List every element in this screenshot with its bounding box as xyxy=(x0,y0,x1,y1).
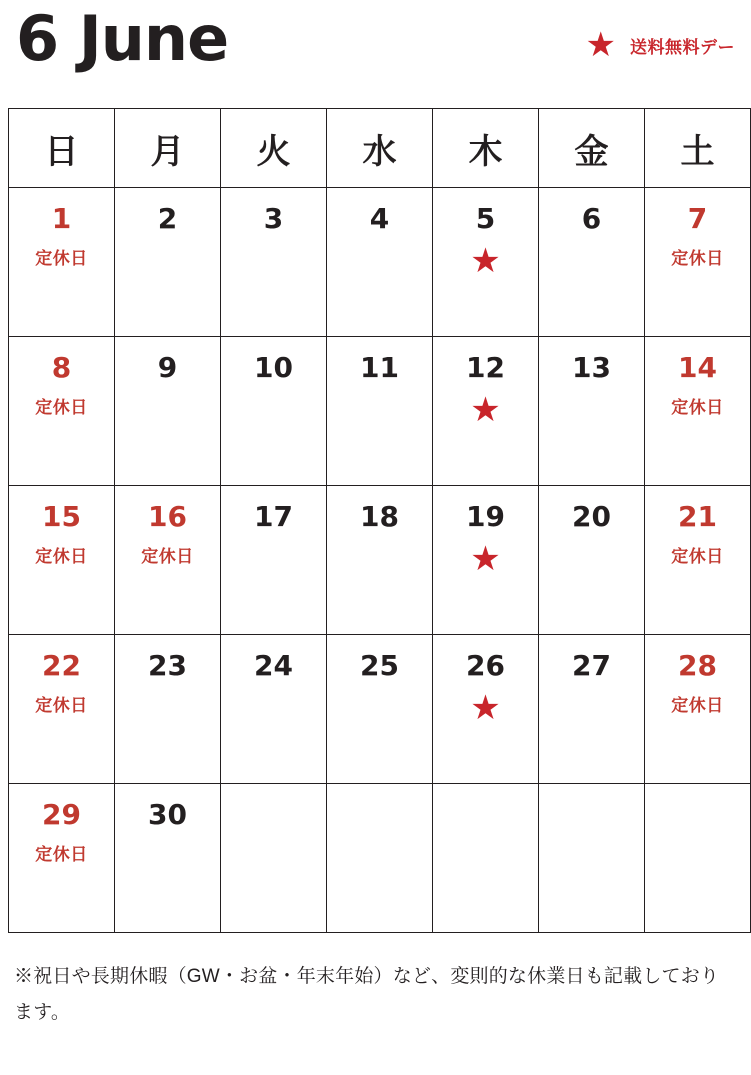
day-number: 29 xyxy=(42,798,81,831)
day-number: 18 xyxy=(360,500,399,533)
calendar-day-cell[interactable] xyxy=(221,486,327,635)
calendar-day-cell[interactable] xyxy=(9,486,115,635)
day-number: 15 xyxy=(42,500,81,533)
calendar-day-cell[interactable] xyxy=(539,635,645,784)
day-number: 13 xyxy=(572,351,611,384)
day-number: 19 xyxy=(466,500,505,533)
calendar-cell-content xyxy=(645,486,750,634)
day-number: 10 xyxy=(254,351,293,384)
calendar-day-cell[interactable] xyxy=(115,784,221,933)
calendar-cell-empty xyxy=(433,784,539,933)
calendar-cell-content xyxy=(539,337,644,485)
calendar-cell-content xyxy=(645,635,750,783)
day-number: 25 xyxy=(360,649,399,682)
day-number: 20 xyxy=(572,500,611,533)
calendar-cell-content xyxy=(115,486,220,634)
calendar-cell-content xyxy=(539,486,644,634)
calendar-day-cell[interactable] xyxy=(9,635,115,784)
footnote: ※祝日や長期休暇（GW・お盆・年末年始）など、変則的な休業日も記載しております。 xyxy=(14,966,720,1023)
calendar-day-cell[interactable] xyxy=(433,337,539,486)
calendar-week-row xyxy=(9,337,751,486)
calendar-cell-content xyxy=(539,188,644,336)
calendar-cell-empty xyxy=(539,784,645,933)
star-icon: ★ xyxy=(470,391,501,429)
day-number: 7 xyxy=(687,202,708,235)
calendar-day-cell[interactable] xyxy=(327,635,433,784)
calendar-cell-content xyxy=(539,635,644,783)
closed-day-label: 定休日 xyxy=(671,696,724,715)
calendar-cell-content xyxy=(433,635,538,783)
day-number: 23 xyxy=(148,649,187,682)
day-number: 8 xyxy=(51,351,72,384)
closed-day-label: 定休日 xyxy=(35,696,88,715)
calendar-cell-content xyxy=(433,486,538,634)
calendar-cell-empty xyxy=(327,784,433,933)
day-number: 21 xyxy=(678,500,717,533)
day-number: 1 xyxy=(51,202,72,235)
calendar-cell-content xyxy=(327,486,432,634)
day-number: 22 xyxy=(42,649,81,682)
calendar-week-row xyxy=(9,486,751,635)
calendar-day-cell[interactable] xyxy=(433,486,539,635)
calendar-day-cell[interactable] xyxy=(115,337,221,486)
calendar-cell-content xyxy=(221,188,326,336)
calendar-day-cell[interactable] xyxy=(645,337,751,486)
closed-day-label: 定休日 xyxy=(35,845,88,864)
calendar-day-cell[interactable] xyxy=(115,188,221,337)
calendar-day-cell[interactable] xyxy=(327,486,433,635)
closed-day-label: 定休日 xyxy=(35,398,88,417)
weekday-header-fri: 金 xyxy=(539,109,645,188)
calendar-day-cell[interactable] xyxy=(115,635,221,784)
calendar-cell-content xyxy=(115,635,220,783)
closed-day-label: 定休日 xyxy=(35,249,88,268)
page-header xyxy=(8,0,743,100)
day-number: 24 xyxy=(254,649,293,682)
day-number: 9 xyxy=(157,351,178,384)
star-icon: ★ xyxy=(470,540,501,578)
calendar-week-row xyxy=(9,188,751,337)
calendar-day-cell[interactable] xyxy=(9,337,115,486)
day-number: 27 xyxy=(572,649,611,682)
closed-day-label: 定休日 xyxy=(671,398,724,417)
star-icon: ★ xyxy=(470,242,501,280)
calendar-day-cell[interactable] xyxy=(539,188,645,337)
calendar-cell-content xyxy=(645,337,750,485)
page-title: 6 June xyxy=(16,2,229,75)
calendar-day-cell[interactable] xyxy=(221,188,327,337)
day-number: 28 xyxy=(678,649,717,682)
calendar-week-row xyxy=(9,784,751,933)
weekday-header-wed: 水 xyxy=(327,109,433,188)
day-number: 12 xyxy=(466,351,505,384)
day-number: 26 xyxy=(466,649,505,682)
calendar-day-cell[interactable] xyxy=(221,337,327,486)
calendar-cell-content xyxy=(327,337,432,485)
star-icon: ★ xyxy=(470,689,501,727)
day-number: 2 xyxy=(157,202,178,235)
calendar-day-cell[interactable] xyxy=(327,188,433,337)
calendar-cell-content xyxy=(327,635,432,783)
calendar-day-cell[interactable] xyxy=(9,188,115,337)
calendar-day-cell[interactable] xyxy=(221,635,327,784)
day-number: 3 xyxy=(263,202,284,235)
calendar-cell-content xyxy=(433,337,538,485)
calendar-body xyxy=(9,188,751,933)
weekday-header-mon: 月 xyxy=(115,109,221,188)
calendar-cell-content xyxy=(115,188,220,336)
calendar-cell-content xyxy=(115,337,220,485)
calendar-day-cell[interactable] xyxy=(645,635,751,784)
day-number: 6 xyxy=(581,202,602,235)
calendar-cell-content xyxy=(645,188,750,336)
calendar-table xyxy=(8,108,751,933)
calendar-cell-content xyxy=(433,188,538,336)
weekday-header-row xyxy=(9,109,751,188)
calendar-week-row xyxy=(9,635,751,784)
calendar-cell-empty xyxy=(221,784,327,933)
calendar-cell-content xyxy=(327,188,432,336)
calendar-day-cell[interactable] xyxy=(9,784,115,933)
calendar-day-cell[interactable] xyxy=(645,188,751,337)
calendar-cell-content xyxy=(9,188,114,336)
day-number: 14 xyxy=(678,351,717,384)
closed-day-label: 定休日 xyxy=(671,249,724,268)
calendar-day-cell[interactable] xyxy=(539,337,645,486)
weekday-header-sat: 土 xyxy=(645,109,751,188)
day-number: 5 xyxy=(475,202,496,235)
calendar-cell-content xyxy=(221,337,326,485)
closed-day-label: 定休日 xyxy=(671,547,724,566)
calendar-day-cell[interactable] xyxy=(433,635,539,784)
legend-label: 送料無料デー xyxy=(630,37,735,57)
calendar-cell-empty xyxy=(645,784,751,933)
calendar-cell-content xyxy=(9,635,114,783)
calendar-cell-content xyxy=(221,486,326,634)
closed-day-label: 定休日 xyxy=(141,547,194,566)
calendar-head xyxy=(9,109,751,188)
calendar-cell-content xyxy=(9,337,114,485)
calendar-day-cell[interactable] xyxy=(539,486,645,635)
day-number: 4 xyxy=(369,202,390,235)
calendar-cell-content xyxy=(9,486,114,634)
calendar-day-cell[interactable] xyxy=(645,486,751,635)
weekday-header-sun: 日 xyxy=(9,109,115,188)
calendar-cell-content xyxy=(9,784,114,932)
calendar-day-cell[interactable] xyxy=(115,486,221,635)
calendar-day-cell[interactable] xyxy=(433,188,539,337)
day-number: 30 xyxy=(148,798,187,831)
day-number: 11 xyxy=(360,351,399,384)
legend xyxy=(586,0,743,62)
day-number: 16 xyxy=(148,500,187,533)
weekday-header-thu: 木 xyxy=(433,109,539,188)
calendar-cell-content xyxy=(221,635,326,783)
closed-day-label: 定休日 xyxy=(35,547,88,566)
day-number: 17 xyxy=(254,500,293,533)
star-icon: ★ xyxy=(585,26,616,64)
weekday-header-tue: 火 xyxy=(221,109,327,188)
calendar-day-cell[interactable] xyxy=(327,337,433,486)
calendar-cell-content xyxy=(115,784,220,932)
